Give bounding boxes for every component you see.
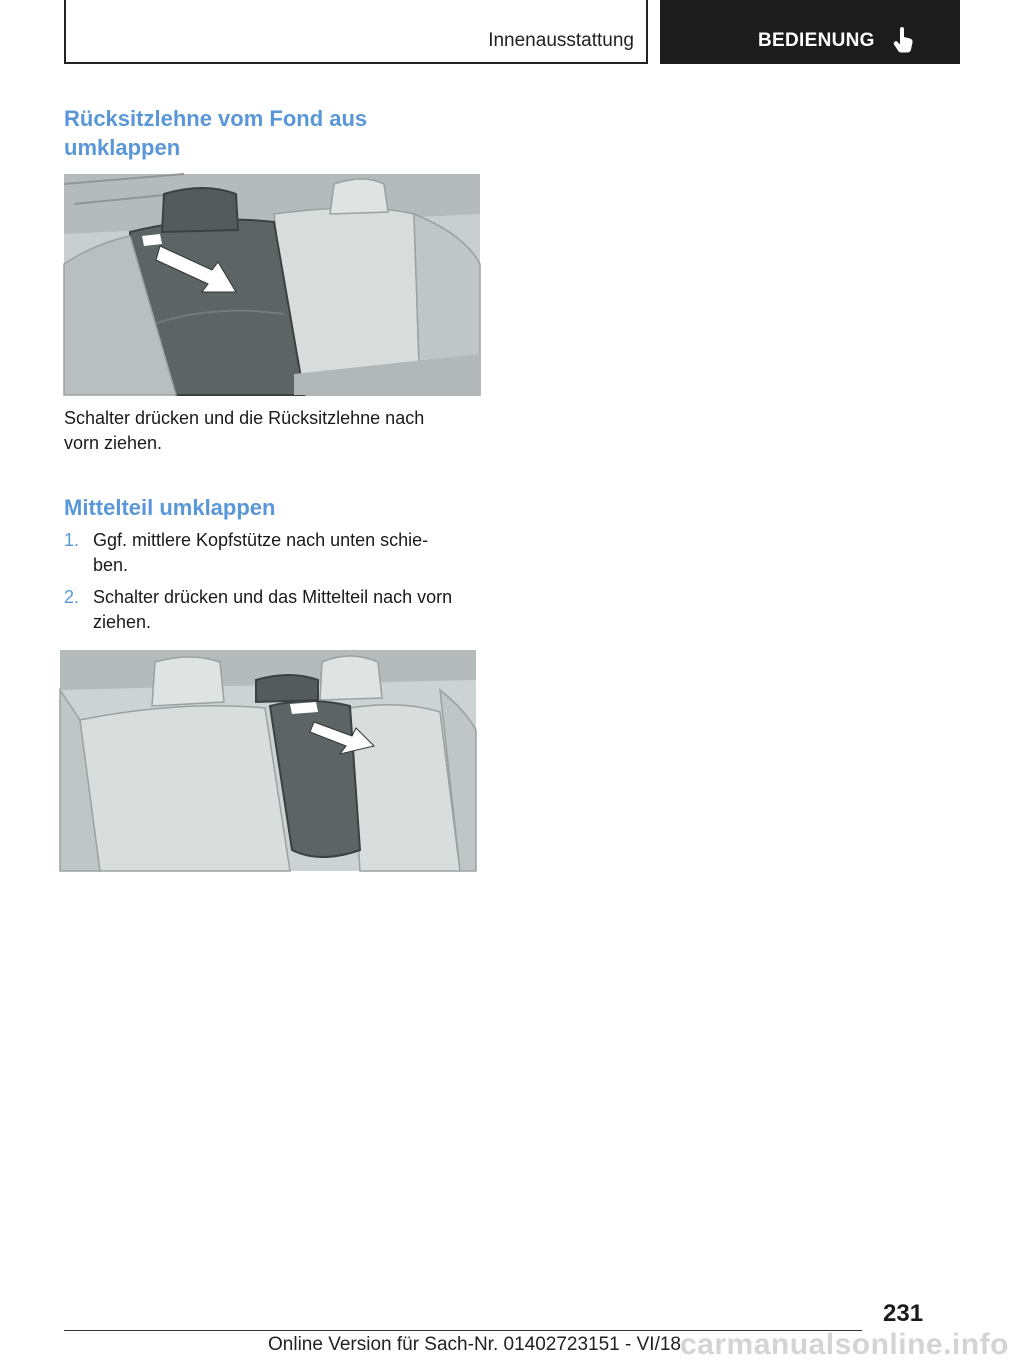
step-text	[93, 585, 452, 635]
step-text-line-1: Ggf. mittlere Kopfstütze nach unten schie-	[93, 530, 429, 550]
backrest-instruction	[64, 406, 424, 456]
section-title-backrest	[64, 104, 367, 162]
section-title-line-2: umklappen	[64, 135, 181, 160]
step-text-line-1: Schalter drücken und das Mittelteil nach vorn	[93, 587, 453, 607]
step-text-line-2: ben.	[93, 555, 129, 575]
backrest-instruction-line-1: Schalter drücken und die Rücksitzlehne nach	[64, 408, 425, 428]
rear-seat-backrest-illustration	[64, 174, 480, 395]
watermark: carmanualsonline.info	[680, 1328, 1009, 1361]
section-title-middle: Mittelteil umklappen	[64, 495, 276, 520]
step-text	[93, 528, 428, 578]
step-number: 2.	[64, 587, 80, 607]
footer-version-text: Online Version für Sach-Nr. 01402723151 - VI/18	[268, 1334, 681, 1355]
step-text-line-2: ziehen.	[93, 612, 152, 632]
header-section-title: Innenausstattung	[488, 30, 634, 51]
figure-middle-section	[60, 650, 476, 871]
header-chapter-title: BEDIENUNG	[758, 30, 875, 51]
pointing-hand-icon	[893, 26, 917, 54]
middle-section-illustration	[60, 650, 476, 871]
page-number: 231	[883, 1300, 924, 1327]
backrest-instruction-line-2: vorn ziehen.	[64, 433, 163, 453]
header-chapter-tab	[660, 0, 960, 64]
step-number: 1.	[64, 530, 80, 550]
section-title-line-1: Rücksitzlehne vom Fond aus	[64, 106, 368, 131]
figure-rear-seat-backrest	[64, 174, 480, 395]
header-section-box	[64, 0, 648, 64]
